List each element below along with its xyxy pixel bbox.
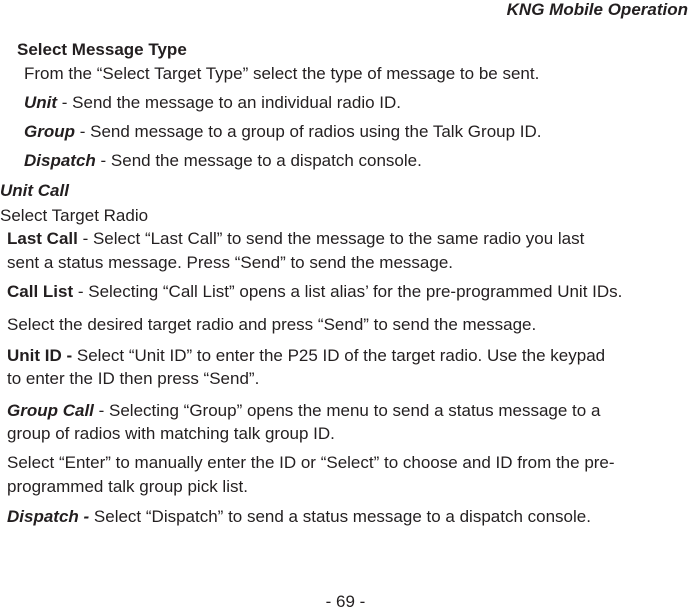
unit-id-line2: to enter the ID then press “Send”. bbox=[7, 369, 260, 388]
group-term: Group bbox=[24, 122, 75, 141]
last-call-desc1: - Select “Last Call” to send the message to the same radio you last bbox=[77, 229, 585, 248]
page-header: KNG Mobile Operation bbox=[506, 0, 688, 19]
select-message-type-heading: Select Message Type bbox=[17, 40, 187, 59]
last-call-line2: sent a status message. Press “Send” to send the message. bbox=[7, 253, 454, 272]
group-call-term: Group Call bbox=[7, 401, 94, 420]
page-number: - 69 - bbox=[325, 592, 366, 611]
group-desc: - Send message to a group of radios using the Talk Group ID. bbox=[75, 122, 542, 141]
unit-id-desc1: Select “Unit ID” to enter the P25 ID of the target radio. Use the keypad bbox=[72, 346, 606, 365]
group-call-line3: Select “Enter” to manually enter the ID or “Select” to choose and ID from the pre- bbox=[7, 453, 615, 472]
unit-call-heading: Unit Call bbox=[0, 181, 69, 200]
dispatch-call-term: Dispatch - bbox=[7, 507, 90, 526]
call-list-line1 bbox=[7, 282, 622, 302]
last-call-term: Last Call bbox=[7, 229, 78, 248]
dispatch-term: Dispatch bbox=[24, 151, 96, 170]
call-list-term: Call List bbox=[7, 282, 74, 301]
unit-desc: - Send the message to an individual radio ID. bbox=[57, 93, 402, 112]
dispatch-option bbox=[24, 151, 422, 171]
group-option bbox=[24, 122, 542, 142]
dispatch-call-desc: Select “Dispatch” to send a status message to a dispatch console. bbox=[89, 507, 591, 526]
unit-id-line1 bbox=[7, 346, 605, 366]
unit-option bbox=[24, 93, 401, 113]
group-call-desc1: - Selecting “Group” opens the menu to send a status message to a bbox=[93, 401, 601, 420]
call-list-line2: Select the desired target radio and press “Send” to send the message. bbox=[7, 315, 537, 334]
unit-term: Unit bbox=[24, 93, 58, 112]
group-call-line1 bbox=[7, 401, 600, 421]
group-call-line4: programmed talk group pick list. bbox=[7, 477, 248, 496]
dispatch-desc: - Send the message to a dispatch console. bbox=[95, 151, 422, 170]
last-call-line1 bbox=[7, 229, 584, 249]
call-list-desc: - Selecting “Call List” opens a list alias’ for the pre-programmed Unit IDs. bbox=[73, 282, 623, 301]
select-message-type-intro: From the “Select Target Type” select the type of message to be sent. bbox=[24, 64, 540, 83]
group-call-line2: group of radios with matching talk group ID. bbox=[7, 424, 335, 443]
unit-id-term: Unit ID - bbox=[7, 346, 73, 365]
select-target-radio-subheading: Select Target Radio bbox=[0, 206, 149, 225]
dispatch-line bbox=[7, 507, 591, 527]
